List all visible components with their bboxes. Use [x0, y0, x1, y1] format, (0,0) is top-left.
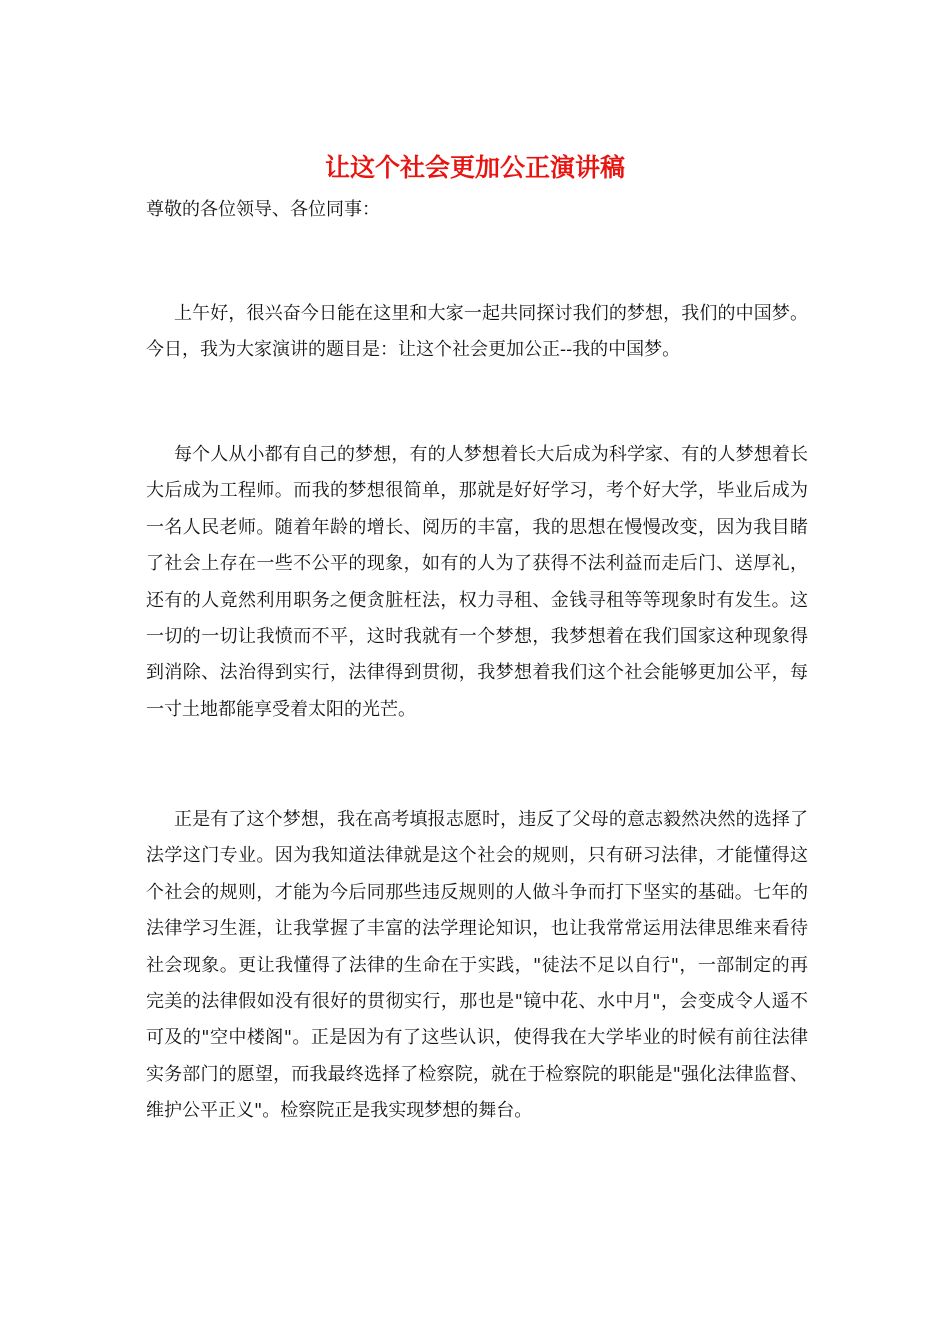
- paragraph-3: 正是有了这个梦想，我在高考填报志愿时，违反了父母的意志毅然决然的选择了法学这门专业。因为我知道法律就是这个社会的规则，只有研习法律，才能懂得这个社会的规则，才能为今后同那些违反规则的人做斗争而打下坚实的基础。七年的法律学习生涯，让我掌握了丰富的法学理论知识，也让我常常运用法律思维来看待社会现象。更让我懂得了法律的生命在于实践，"徒法不足以自行"，一部制定的再完美的法律假如没有很好的贯彻实行，那也是"镜中花、水中月"，会变成令人遥不可及的"空中楼阁"。正是因为有了这些认识，使得我在大学毕业的时候有前往法律实务部门的愿望，而我最终选择了检察院，就在于检察院的职能是"强化法律监督、维护公平正义"。检察院正是我实现梦想的舞台。: [146, 809, 808, 1122]
- document-title: 让这个社会更加公正演讲稿: [324, 153, 625, 182]
- paragraph-2: 每个人从小都有自己的梦想，有的人梦想着长大后成为科学家、有的人梦想着长大后成为工程师。而我的梦想很简单，那就是好好学习，考个好大学，毕业后成为一名人民老师。随着年龄的增长、阅历的丰富，我的思想在慢慢改变，因为我目睹了社会上存在一些不公平的现象，如有的人为了获得不法利益而走后门、送厚礼，还有的人竟然利用职务之便贪脏枉法，权力寻租、金钱寻租等等现象时有发生。这一切的一切让我愤而不平，这时我就有一个梦想，我梦想着在我们国家这种现象得到消除、法治得到实行，法律得到贯彻，我梦想着我们这个社会能够更加公平，每一寸土地都能享受着太阳的光芒。: [146, 444, 808, 720]
- paragraph-1: 上午好，很兴奋今日能在这里和大家一起共同探讨我们的梦想，我们的中国梦。今日，我为大家演讲的题目是：让这个社会更加公正--我的中国梦。: [146, 303, 808, 361]
- salutation: 尊敬的各位领导、各位同事：: [146, 199, 380, 220]
